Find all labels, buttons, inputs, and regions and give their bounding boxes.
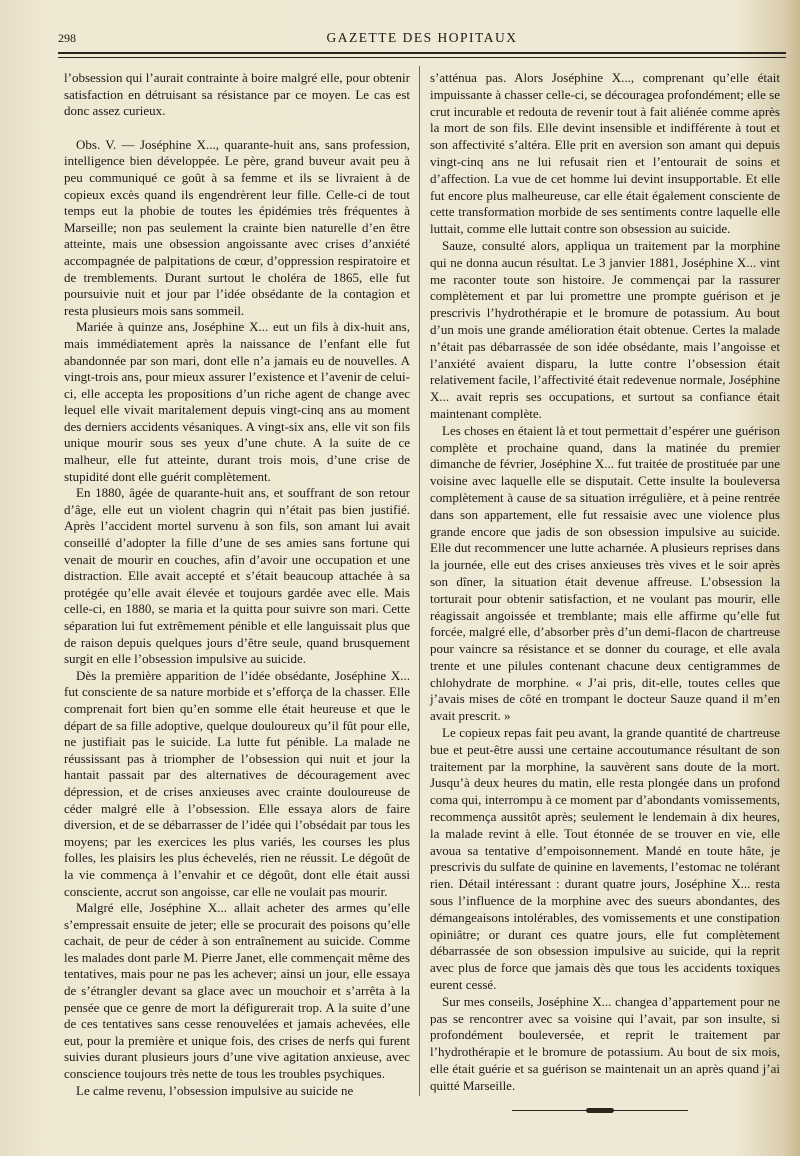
paragraph: l’obsession qui l’aurait contrainte à boire malgré elle, pour obtenir satisfaction en détruisant sa résistance par ce moyen. Le cas est donc assez curieux.	[64, 70, 410, 119]
paragraph: En 1880, âgée de quarante-huit ans, et souffrant de son retour d’âge, elle eut un violent chagrin qui n’était pas bien justifié. Après l’accident mortel survenu à son fils, son amant lui avait conseillé d’adopter la fille d’une de ses amies sans fortune qui venait de mourir en couches, afin d’avoir une occupation et une distraction. Elle avait accepté et s’était beaucoup attachée à sa protégée qu’elle avait élevée et toujours gardée avec elle. Mais celle-ci, en 1880, se maria et la quitta pour suivre son mari. Cette séparation lui fut extrêmement pénible et elle languissait plus que de raison depuis quelques jours d’être seule, quand brusquement surgit en elle l’obsession impulsive au suicide.	[64, 485, 410, 667]
column-divider	[419, 66, 420, 1096]
paragraph: Les choses en étaient là et tout permettait d’espérer une guérison complète et prochaine quand, dans la matinée du premier dimanche de février, Joséphine X... fut traitée de prostituée par une voisine avec laquelle elle se disputait. Cette insulte la bouleversa complètement à cause de sa situation irrégulière, et à peine rentrée dans son appartement, elle fut ressaisie avec une violence plus grande encore que jadis de son obsession impulsive au suicide. Elle dut recommencer une lutte acharnée. A plusieurs reprises dans la journée, elle eut des crises anxieuses très vives et le soir après son dîner, la situation était devenue affreuse. L’obsession la torturait pour obtenir satisfaction, et ne voulant pas mourir, elle réagissait angoissée et tremblante; mais elle affirme qu’elle fut forcée, malgré elle, d’absorber près d’un demi-flacon de chartreuse pour vaincre sa résistance et se donner du courage, et elle avala trente et une pilules contenant chacune deux centigrammes de chlohydrate de morphine. « J’ai pris, dit-elle, toutes celles que j’avais mises de côté en trompant le docteur Sauze quand il m’en avait prescrit. »	[430, 422, 780, 724]
left-column	[64, 70, 410, 1099]
page-header	[58, 28, 786, 48]
paragraph: Sauze, consulté alors, appliqua un traitement par la morphine qui ne donna aucun résultat. Le 3 janvier 1881, Joséphine X... vint me raconter toute son histoire. Je commençai par la rassurer complètement et par lui promettre une prompte guérison et je prescrivis l’hydrothérapie et le bromure de potassium. Au bout d’un mois une grande amélioration était obtenue. Certes la malade n’était pas débarrassée de son idée obsédante, mais l’angoisse et l’anxiété avaient disparu, la lutte contre l’obsession était relativement facile, l’affectivité était redevenue normale, Joséphine X... avait repris ses occupations, et surtout sa confiance était maintenant complète.	[430, 237, 780, 421]
section-end-ornament	[512, 1108, 688, 1114]
paragraph: Dès la première apparition de l’idée obsédante, Joséphine X... fut consciente de sa nature morbide et s’efforça de la chasser. Elle comprenait fort bien qu’en somme elle était heureuse et que le départ de sa fille adoptive, quelque douloureux qu’il fût pour elle, ne justifiait pas le suicide. La lutte fut pénible. La malade ne réussissant pas à triompher de l’obsession qui nuit et jour la hantait passait par des alternatives de découragement avec dépression, et de crises anxieuses avec crainte douloureuse de céder malgré elle à l’obsession. Elle essaya alors de faire diversion, et de se débarrasser de l’idée qui l’obsédait par tous les moyens; par les exercices les plus variés, les courses les plus folles, les plaisirs les plus échevelés, rien ne réussit. Le dégoût de la vie commença à l’envahir et ce dégoût, dont elle était aussi consciente, accrut son angoisse, car elle ne voulait pas mourir.	[64, 667, 410, 899]
paragraph: Le calme revenu, l’obsession impulsive au suicide ne	[76, 1082, 354, 1098]
paragraph: Le copieux repas fait peu avant, la grande quantité de chartreuse bue et peut-être aussi une certaine accoutumance résultant de son traitement par la morphine, la sauvèrent sans doute de la mort. Jusqu’à deux heures du matin, elle resta plongée dans un profond coma qui, interrompu à ce moment par d’abondants vomissements, recommença aussitôt après; seulement le lendemain à dix heures, la malade revint à elle. Tout étonnée de se trouver en vie, elle avoua sa tentative d’empoisonnement. Mandé en toute hâte, je prescrivis du sulfate de quinine en lavements, l’estomac ne tolérant rien. Détail intéressant : durant quatre jours, Joséphine X... resta sous l’influence de la morphine avec des sueurs abondantes, des démangeaisons intolérables, des vomissements et une constipation opiniâtre; or durant ces quatre jours, elle fut complètement débarrassée de son obsession impulsive au suicide, qui la reprit avec plus de force que jamais dès que tous les accidents toxiques eurent cessé.	[430, 725, 780, 993]
right-column	[430, 70, 780, 1095]
header-rule-thick	[58, 52, 786, 54]
paragraph: Malgré elle, Joséphine X... allait acheter des armes qu’elle s’empressait ensuite de jeter; elle se procurait des poisons qu’elle cachait, de peur de céder à son entraînement au suicide. Comme les malades dont parle M. Pierre Janet, elle commençait même des tentatives, mais pour ne pas les achever; ainsi un jour, elle essaya de s’étrangler devant sa glace avec un mouchoir et s’arrêta à la pensée que ce genre de mort la défigurerait trop. A la suite d’une de ces tentatives sans cesse renouvelées et jamais achevées, elle eut, pour la première et unique fois, des crises de nerfs qui furent suivies durant plusieurs jours d’une vive agitation anxieuse, avec conscience toujours très nette de tous les troubles psychiques.	[64, 900, 410, 1082]
paragraph: Mariée à quinze ans, Joséphine X... eut un fils à dix-huit ans, mais immédiatement après la naissance de l’enfant elle fut abandonnée par son mari, dont elle n’a jamais eu de nouvelles. A vingt-trois ans, pour mieux assurer l’existence et l’avenir de celui-ci, elle accepta les propositions d’un riche agent de change avec lequel elle vivait maritalement depuis vingt-cinq ans au moment des derniers accidents vésaniques. A vingt-six ans, elle vit son fils unique mourir sous ses yeux d’une chute. A la suite de ce malheur, elle fut atteinte, durant trois mois, d’une crise de stupidité dont elle guérit complètement.	[64, 319, 410, 484]
journal-title: GAZETTE DES HOPITAUX	[326, 30, 518, 45]
observation-paragraph: Obs. V. — Joséphine X..., quarante-huit ans, sans profession, intelligence bien développée. Le père, grand buveur avait peu à peu communiqué ce goût à sa femme et ils se livraient à de copieux excès quand ils engendrèrent leur fille. Celle-ci de tout temps eut la phobie de toutes les épidémies très fréquentes à Marseille; non pas seulement la crainte bien naturelle d’en être atteinte, mais une obsession angoissante avec crises d’anxiété accompagnée de palpitations de cœur, d’oppression respiratoire et de tremblements. Durant surtout le choléra de 1865, elle fut poursuivie nuit et jour par l’idée obsédante de la contagion et resta plusieurs mois sans sommeil.	[64, 136, 410, 318]
paragraph: s’atténua pas. Alors Joséphine X..., comprenant qu’elle était impuissante à chasser celle-ci, se découragea profondément; elle se crut incurable et redouta de revenir tout à fait aliénée comme après la mort de son fils. Elle devint insensible et indifférente à tout et son affectivité s’altéra. Elle prit en aversion son amant qui depuis vingt-cinq ans ne lui refusait rien et l’entourait de soins et d’affection. La vue de cet homme lui devint insupportable. Et elle fut encore plus malheureuse, car elle était également consciente de cette transformation morbide de ses sentiments contre laquelle elle luttait, comme elle luttait contre son obsession au suicide.	[430, 70, 780, 237]
header-rule-thin	[58, 57, 786, 58]
page-number: 298	[58, 31, 76, 45]
ornament-mark	[586, 1108, 614, 1113]
paragraph: Sur mes conseils, Joséphine X... changea d’appartement pour ne pas se rencontrer avec sa voisine qui l’avait, par son insulte, si profondément bouleversée, et reprit le traitement par l’hydrothérapie et le bromure de potassium. Au bout de six mois, elle était guérie et sa guérison se maintenait un an après quand j’ai quitté Marseille.	[430, 993, 780, 1093]
